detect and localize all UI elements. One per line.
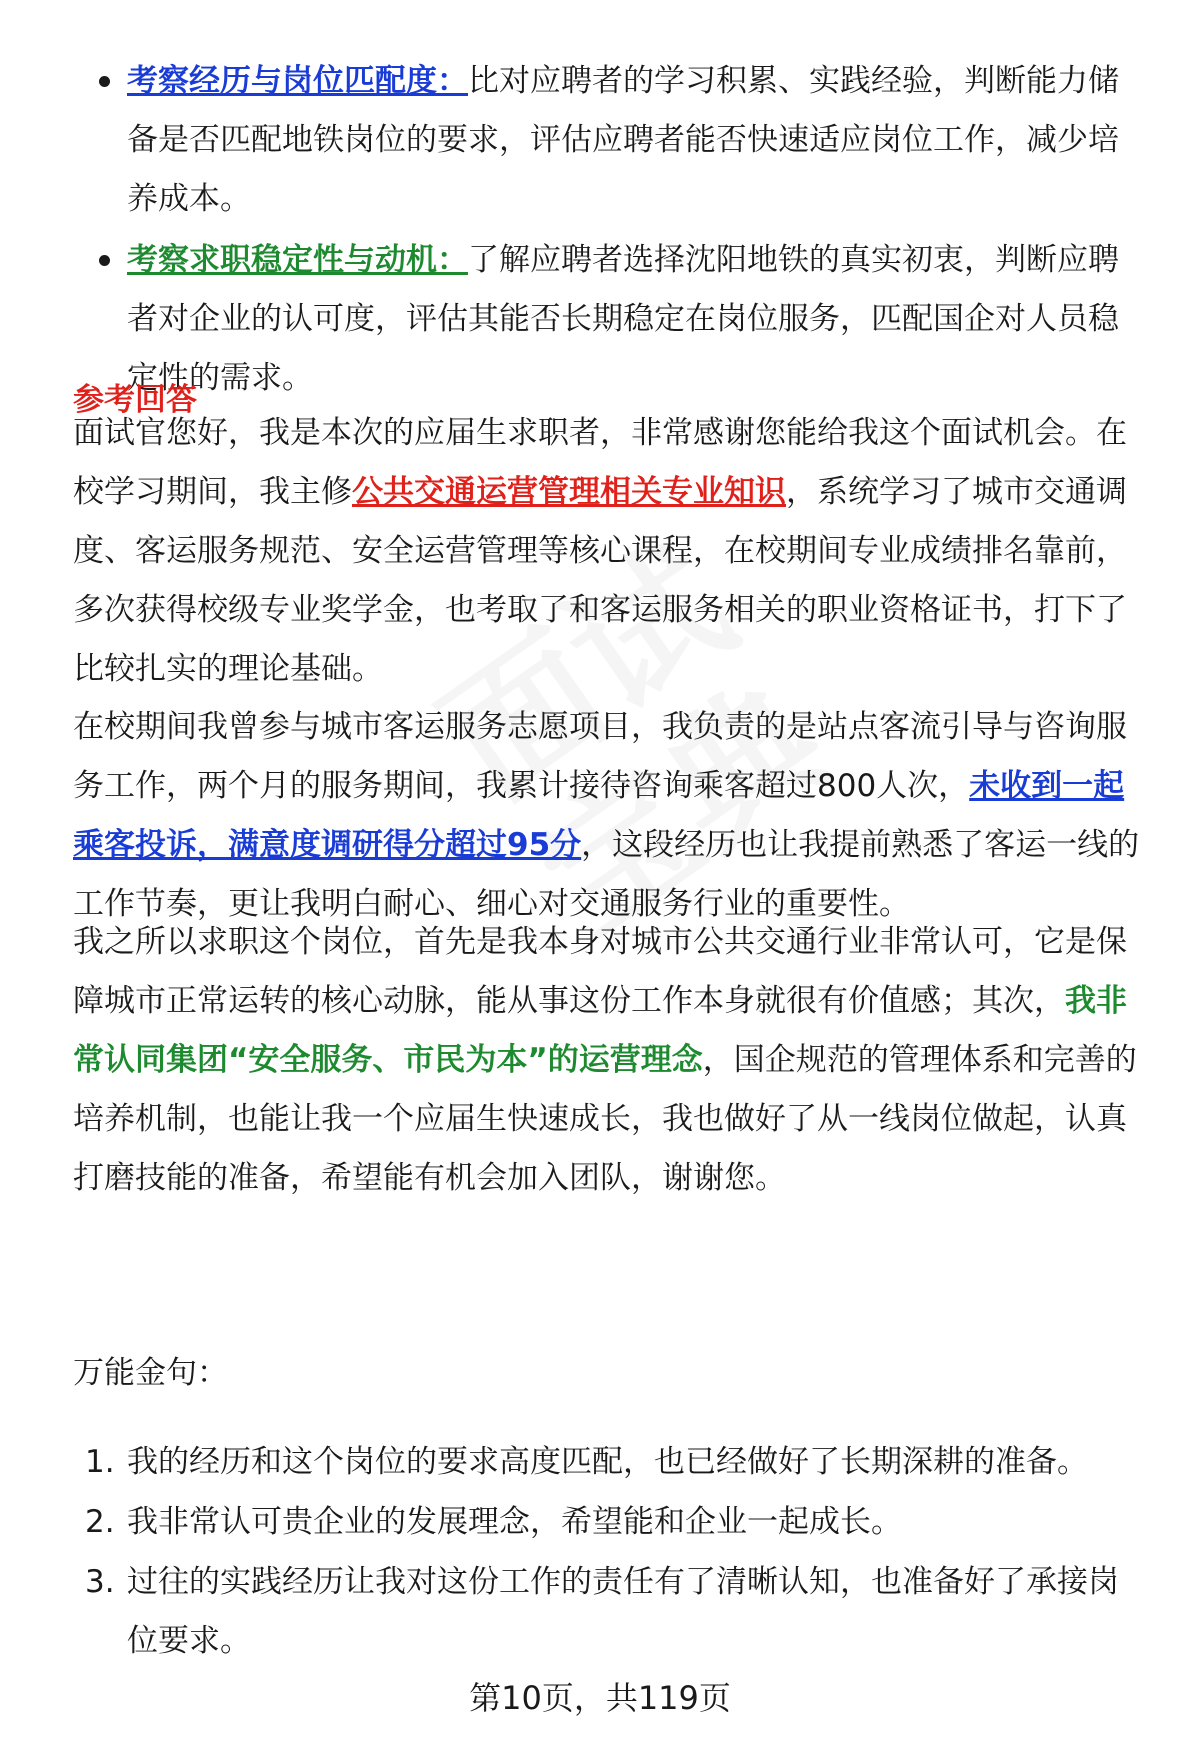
section-title: 参考回答 — [73, 382, 197, 418]
bullet-text: 比对应聘者的学习积累、实践经验，判断能力储备是否匹配地铁岗位的要求，评估应聘者能否快速适应岗位工作，减少培养成本。 — [127, 63, 1119, 217]
para-text: ，国企规范的管理体系和完善的培养机制，也能让我一个应届生快速成长，我也做好了从一线岗位做起，认真打磨技能的准备，希望能有机会加入团队，谢谢您。 — [73, 1042, 1137, 1196]
bullet-item-stability-motivation — [73, 231, 1145, 408]
bullet-label: 考察经历与岗位匹配度： — [127, 63, 468, 99]
para-highlight: 我非常认同集团“安全服务、市民为本”的运营理念 — [73, 983, 1127, 1078]
list-number: 3. — [85, 1564, 115, 1600]
golden-sentence-item — [73, 1493, 1145, 1552]
golden-sentences-title: 万能金句： — [73, 1355, 228, 1391]
para-text: 在校期间我曾参与城市客运服务志愿项目，我负责的是站点客流引导与咨询服务工作，两个月的服务期间，我累计接待咨询乘客超过800人次， — [73, 709, 1127, 804]
answer-paragraph-3 — [73, 913, 1145, 1208]
golden-sentences-list — [73, 1433, 1145, 1672]
bullet-text: 了解应聘者选择沈阳地铁的真实初衷，判断应聘者对企业的认可度，评估其能否长期稳定在岗位服务，匹配国企对人员稳定性的需求。 — [127, 242, 1119, 396]
para-text: ，这段经历也让我提前熟悉了客运一线的工作节奏，更让我明白耐心、细心对交通服务行业的重要性。 — [73, 827, 1140, 922]
answer-paragraph-2 — [73, 698, 1145, 934]
para-highlight: 公共交通运营管理相关专业知识 — [352, 474, 786, 510]
answer-paragraph-1 — [73, 404, 1145, 699]
bullet-item-experience-match — [73, 52, 1145, 229]
para-highlight: 未收到一起乘客投诉，满意度调研得分超过95分 — [73, 768, 1125, 863]
list-number: 1. — [85, 1444, 115, 1480]
golden-sentence-text: 我非常认可贵企业的发展理念，希望能和企业一起成长。 — [127, 1504, 902, 1540]
bullet-label: 考察求职稳定性与动机： — [127, 242, 468, 278]
golden-sentence-item — [73, 1433, 1145, 1492]
golden-sentence-text: 我的经历和这个岗位的要求高度匹配，也已经做好了长期深耕的准备。 — [127, 1444, 1088, 1480]
golden-sentence-text: 过往的实践经历让我对这份工作的责任有了清晰认知，也准备好了承接岗位要求。 — [127, 1564, 1119, 1659]
list-number: 2. — [85, 1504, 115, 1540]
golden-sentence-item — [73, 1553, 1145, 1671]
para-text: ，系统学习了城市交通调度、客运服务规范、安全运营管理等核心课程，在校期间专业成绩排名靠前，多次获得校级专业奖学金，也考取了和客运服务相关的职业资格证书，打下了比较扎实的理论基础。 — [73, 474, 1127, 687]
bullet-dot-icon — [99, 76, 110, 87]
page-footer: 第10页，共119页 — [469, 1679, 731, 1717]
bullet-list — [73, 52, 1145, 410]
bullet-dot-icon — [99, 255, 110, 266]
para-text: 我之所以求职这个岗位，首先是我本身对城市公共交通行业非常认可，它是保障城市正常运转的核心动脉，能从事这份工作本身就很有价值感；其次， — [73, 924, 1127, 1019]
para-text: 面试官您好，我是本次的应届生求职者，非常感谢您能给我这个面试机会。在校学习期间，我主修 — [73, 415, 1127, 510]
